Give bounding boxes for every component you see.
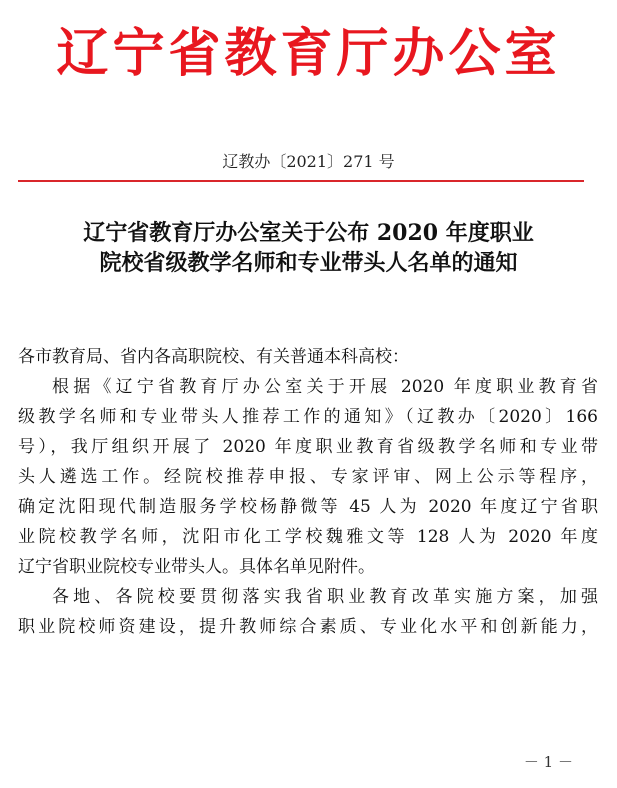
document-title-line: 院校省级教学名师和专业带头人名单的通知	[99, 250, 518, 276]
paragraph-line: 号），我厅组织开展了 2020 年度职业教育省级教学名师和专业带	[18, 437, 598, 457]
document-title-line: 辽宁省教育厅办公室关于公布 2020 年度职业	[83, 220, 534, 246]
paragraph-line: 业院校教学名师，沈阳市化工学校魏雅文等 128 人为 2020 年度	[18, 527, 598, 547]
paragraph-line: 级教学名师和专业带头人推荐工作的通知》（辽教办〔2020〕166	[18, 407, 598, 427]
issuing-office-header: 辽宁省教育厅办公室	[56, 23, 561, 84]
document-body	[18, 342, 598, 642]
document-number: 辽教办〔2021〕271 号	[222, 152, 395, 171]
paragraph-line: 确定沈阳现代制造服务学校杨静微等 45 人为 2020 年度辽宁省职	[18, 497, 598, 517]
paragraph-line: 职业院校师资建设，提升教师综合素质、专业化水平和创新能力，	[18, 617, 598, 637]
paragraph-line: 辽宁省职业院校专业带头人。具体名单见附件。	[18, 557, 375, 577]
salutation: 各市教育局、省内各高职院校、有关普通本科高校：	[18, 347, 409, 367]
red-divider-line	[18, 180, 584, 182]
page-number: － 1 －	[523, 753, 573, 771]
paragraph-line: 各地、各院校要贯彻落实我省职业教育改革实施方案，加强	[52, 587, 598, 607]
paragraph-line: 根据《辽宁省教育厅办公室关于开展 2020 年度职业教育省	[52, 377, 598, 397]
paragraph-line: 头人遴选工作。经院校推荐申报、专家评审、网上公示等程序，	[18, 467, 598, 487]
document-title	[20, 218, 597, 278]
